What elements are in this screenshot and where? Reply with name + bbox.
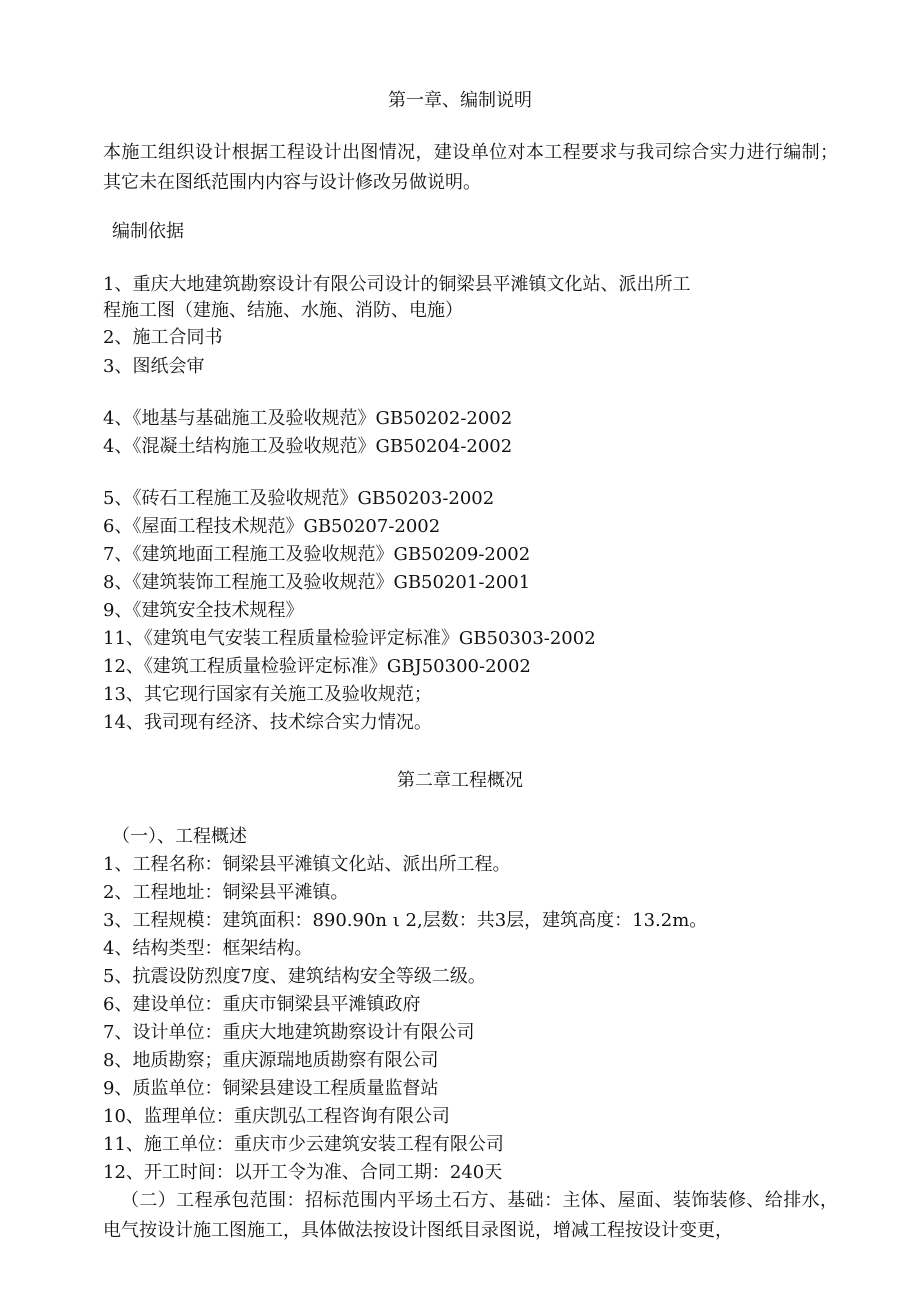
basis-item: 13、其它现行国家有关施工及验收规范； <box>103 684 432 705</box>
basis-item: 5、《砖石工程施工及验收规范》GB50203-2002 <box>103 488 495 509</box>
basis-item: 4、《地基与基础施工及验收规范》GB50202-2002 <box>103 408 513 429</box>
overview-heading: （一）、工程概述 <box>112 826 247 847</box>
chapter1-intro: 本施工组织设计根据工程设计出图情况，建设单位对本工程要求与我司综合实力进行编制；其它未在图纸范围内内容与设计修改另做说明。 <box>103 142 838 193</box>
overview-item: 11、施工单位：重庆市少云建筑安装工程有限公司 <box>103 1134 504 1155</box>
basis-item: 12、《建筑工程质量检验评定标准》GBJ50300-2002 <box>103 656 531 677</box>
basis-item: 6、《屋面工程技术规范》GB50207-2002 <box>103 516 441 537</box>
basis-item: 程施工图（建施、结施、水施、消防、电施） <box>103 300 463 321</box>
chapter2-title: 第二章工程概况 <box>397 770 523 791</box>
basis-item: 2、施工合同书 <box>103 327 223 348</box>
basis-item: 14、我司现有经济、技术综合实力情况。 <box>103 712 432 733</box>
basis-item: 8、《建筑装饰工程施工及验收规范》GB50201-2001 <box>103 572 531 593</box>
overview-item: 3、工程规模：建筑面积：890.90n ι 2,层数：共3层，建筑高度：13.2m。 <box>103 910 708 931</box>
basis-item: 1、重庆大地建筑勘察设计有限公司设计的铜梁县平滩镇文化站、派出所工 <box>103 274 691 295</box>
overview-item: 12、开工时间：以开工令为准、合同工期：240天 <box>103 1162 503 1183</box>
overview-item: 5、抗震设防烈度7度、建筑结构安全等级二级。 <box>103 966 486 987</box>
chapter1-title: 第一章、编制说明 <box>388 90 532 111</box>
basis-item: 3、图纸会审 <box>103 356 205 377</box>
basis-item: 11、《建筑电气安装工程质量检验评定标准》GB50303-2002 <box>103 628 596 649</box>
basis-heading: 编制依据 <box>112 221 184 242</box>
basis-item: 7、《建筑地面工程施工及验收规范》GB50209-2002 <box>103 544 531 565</box>
overview-item: 2、工程地址：铜梁县平滩镇。 <box>103 882 349 903</box>
overview-item: 9、质监单位：铜梁县建设工程质量监督站 <box>103 1078 439 1099</box>
basis-item: 9、《建筑安全技术规程》 <box>103 600 304 621</box>
overview-item: 4、结构类型：框架结构。 <box>103 938 313 959</box>
scope-paragraph: （二）工程承包范围：招标范围内平场土石方、基础：主体、屋面、装饰装修、给排水，电气按设计施工图施工，具体做法按设计图纸目录图说，增减工程按设计变更， <box>103 1190 838 1241</box>
overview-item: 8、地质勘察；重庆源瑞地质勘察有限公司 <box>103 1050 439 1071</box>
basis-item: 4、《混凝土结构施工及验收规范》GB50204-2002 <box>103 436 513 457</box>
overview-item: 7、设计单位：重庆大地建筑勘察设计有限公司 <box>103 1022 475 1043</box>
overview-item: 1、工程名称：铜梁县平滩镇文化站、派出所工程。 <box>103 854 511 875</box>
overview-item: 10、监理单位：重庆凯弘工程咨询有限公司 <box>103 1106 450 1127</box>
overview-item: 6、建设单位：重庆市铜梁县平滩镇政府 <box>103 994 421 1015</box>
